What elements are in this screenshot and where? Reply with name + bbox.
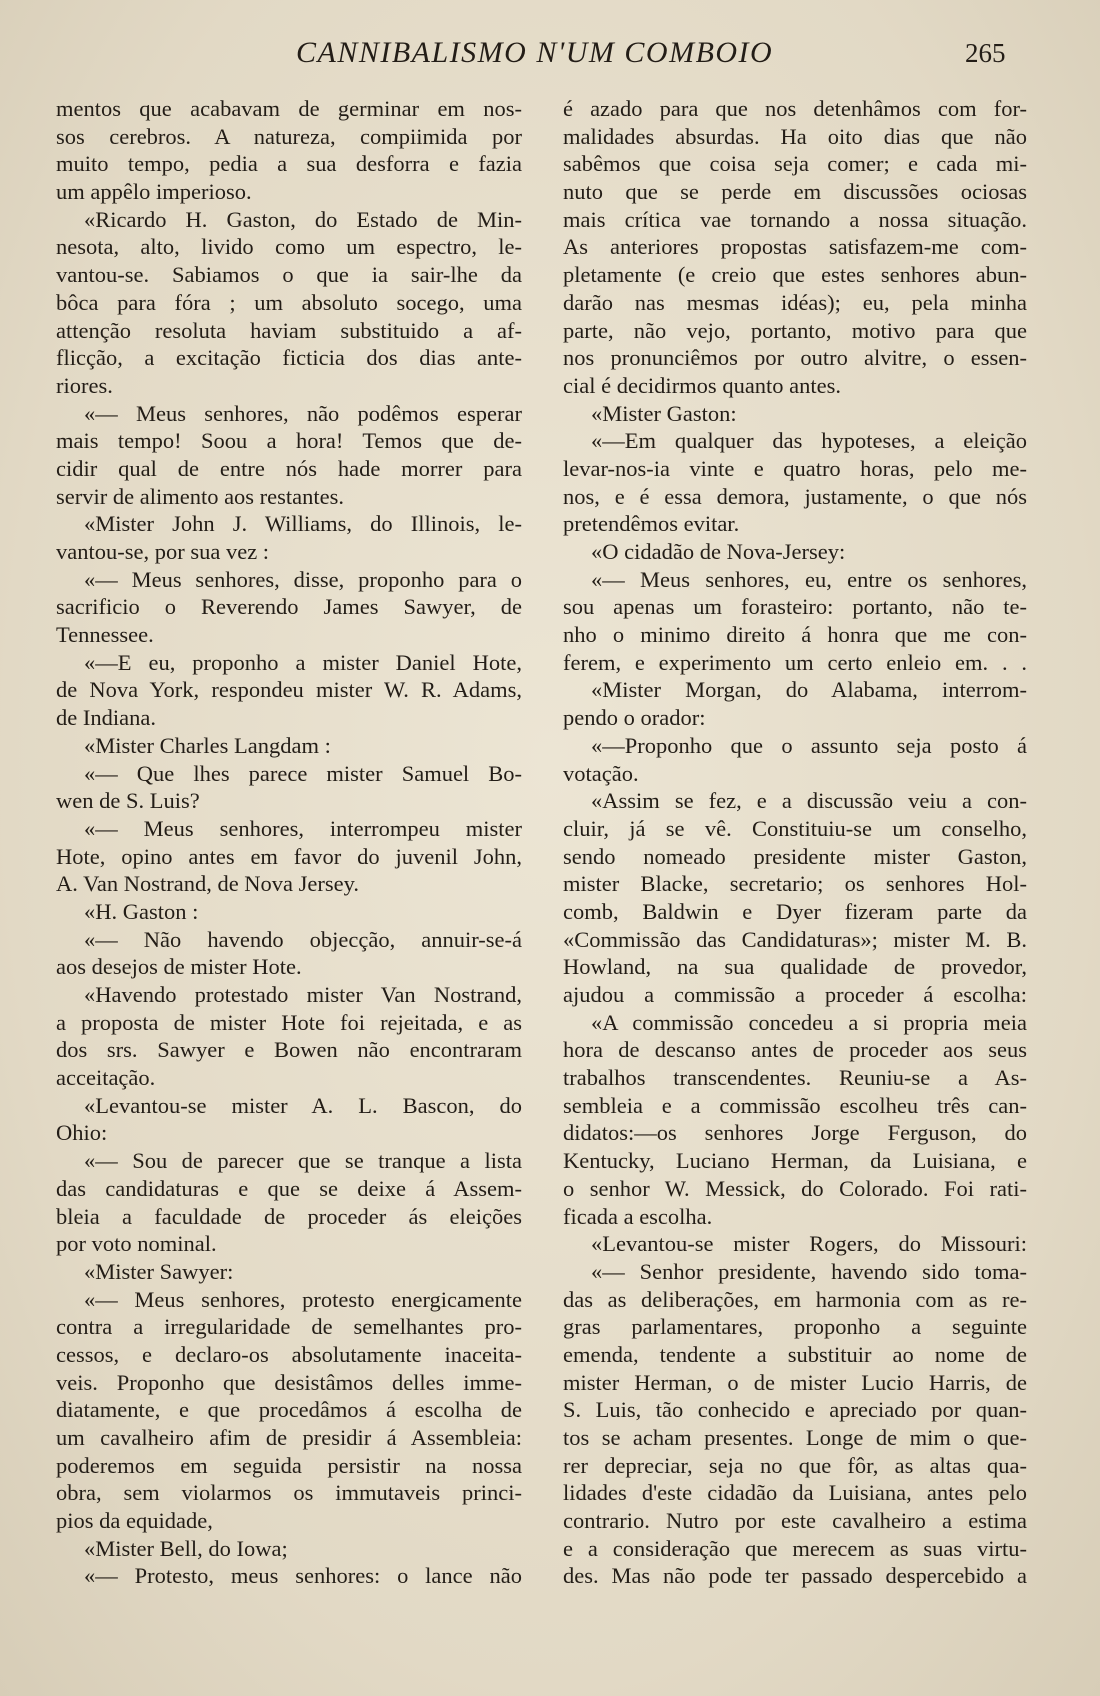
- text-line: attenção resoluta haviam substituido a af-: [56, 317, 522, 343]
- text-line: servir de alimento aos restantes.: [56, 483, 345, 509]
- text-line: Howland, na sua qualidade de provedor,: [563, 954, 1027, 980]
- text-line: Hote, opino antes em favor do juvenil John,: [56, 843, 522, 869]
- text-line: «O cidadão de Nova-Jersey:: [591, 539, 846, 564]
- text-line: lidades d'este cidadão da Luisiana, antes pelo: [563, 1480, 1027, 1506]
- text-line: «A commissão concedeu a si propria meia: [591, 1009, 1027, 1035]
- text-line: ajudou a commissão a proceder á escolha:: [563, 982, 1027, 1007]
- text-line: das candidaturas e que se deixe á Assem-: [56, 1175, 522, 1201]
- text-line: mister Herman, o de mister Lucio Harris, de: [563, 1369, 1027, 1395]
- text-line: wen de S. Luis?: [56, 788, 200, 814]
- text-line: «— Sou de parecer que se tranque a lista: [84, 1148, 522, 1174]
- text-line: flicção, a excitação ficticia dos dias ante-: [56, 345, 522, 371]
- text-line: ficada a escolha.: [563, 1203, 713, 1229]
- text-line: muito tempo, pedia a sua desforra e fazia: [56, 151, 522, 177]
- text-line: nos pronunciêmos por outro alvitre, o essen-: [563, 345, 1027, 371]
- text-line: «—Em qualquer das hypoteses, a eleição: [591, 428, 1027, 454]
- text-line: poderemos em seguida persistir na nossa: [56, 1452, 522, 1478]
- text-line: «Ricardo H. Gaston, do Estado de Min-: [84, 206, 522, 232]
- text-line: hora de descanso antes de proceder aos seus: [563, 1037, 1027, 1063]
- text-line: sabêmos que coisa seja comer; e cada mi-: [563, 151, 1027, 177]
- text-line: nho o minimo direito á honra que me con-: [563, 622, 1027, 648]
- text-line: contrario. Nutro por este cavalheiro a estima: [563, 1508, 1027, 1534]
- text-line: Ohio:: [56, 1120, 108, 1146]
- text-line: S. Luis, tão conhecido e apreciado por quan-: [563, 1397, 1027, 1423]
- text-line: «Levantou-se mister A. L. Bascon, do: [84, 1092, 522, 1118]
- text-line: des. Mas não pode ter passado despercebido a: [563, 1563, 1027, 1589]
- text-line: sou apenas um forasteiro: portanto, não te-: [563, 594, 1027, 620]
- text-line: obra, sem violarmos os immutaveis princi-: [56, 1480, 522, 1506]
- text-line: «Mister Bell, do Iowa;: [84, 1535, 288, 1561]
- text-line: a proposta de mister Hote foi rejeitada, e as: [56, 1009, 522, 1035]
- text-line: riores.: [56, 372, 113, 398]
- text-line: o senhor W. Messick, do Colorado. Foi rati-: [563, 1175, 1027, 1201]
- text-line: bôca para fóra ; um absoluto socego, uma: [56, 289, 522, 315]
- text-line: rer depreciar, seja no que fôr, as altas qua-: [563, 1452, 1027, 1478]
- text-line: pretendêmos evitar.: [563, 511, 740, 537]
- text-line: um cavalheiro afim de presidir á Assembleia:: [56, 1425, 522, 1450]
- text-line: mais tempo! Soou a hora! Temos que de-: [56, 428, 522, 454]
- text-line: «— Senhor presidente, havendo sido toma-: [591, 1258, 1027, 1284]
- text-line: pendo o orador:: [563, 705, 706, 731]
- text-line: cessos, e declaro-os absolutamente inaceita-: [56, 1341, 522, 1367]
- text-line: de Indiana.: [56, 705, 156, 731]
- text-line: cial é decidirmos quanto antes.: [563, 372, 842, 398]
- right-text-column: [563, 95, 1027, 1590]
- text-line: pletamente (e creio que estes senhores abun-: [563, 262, 1027, 288]
- text-line: gras parlamentares, proponho a seguinte: [563, 1314, 1027, 1340]
- text-line: «— Meus senhores, não podêmos esperar: [84, 400, 522, 426]
- text-line: ferem, e experimento um certo enleio em. . .: [563, 649, 1027, 675]
- text-line: «— Protesto, meus senhores: o lance não: [84, 1563, 522, 1589]
- text-line: emenda, tendente a substituir ao nome de: [563, 1341, 1027, 1367]
- text-line: acceitação.: [56, 1065, 156, 1091]
- text-line: nos, e é essa demora, justamente, o que nós: [563, 483, 1027, 509]
- text-line: votação.: [563, 760, 639, 786]
- text-line: das as deliberações, em harmonia com as re-: [563, 1286, 1027, 1312]
- text-line: «Mister Gaston:: [591, 400, 737, 426]
- text-line: Tennessee.: [56, 622, 154, 648]
- text-line: «H. Gaston :: [84, 898, 199, 924]
- text-line: de Nova York, respondeu mister W. R. Adams,: [56, 677, 522, 703]
- text-line: é azado para que nos detenhâmos com for-: [563, 96, 1027, 121]
- text-line: levar-nos-ia vinte e quatro horas, pelo me-: [563, 455, 1027, 481]
- text-line: parte, não vejo, portanto, motivo para que: [563, 317, 1027, 343]
- text-line: didatos:—os senhores Jorge Ferguson, do: [563, 1120, 1027, 1146]
- text-line: A. Van Nostrand, de Nova Jersey.: [56, 871, 360, 897]
- page-number: 265: [965, 38, 1006, 68]
- text-line: «—Proponho que o assunto seja posto á: [591, 732, 1027, 758]
- text-line: tos se acham presentes. Longe de mim o que-: [563, 1425, 1027, 1450]
- text-line: «— Não havendo objecção, annuir-se-á: [84, 926, 522, 952]
- text-line: cidir qual de entre nós hade morrer para: [56, 455, 522, 481]
- text-line: «— Que lhes parece mister Samuel Bo-: [84, 760, 522, 786]
- text-line: dos srs. Sawyer e Bowen não encontraram: [56, 1037, 522, 1063]
- text-line: nuto que se perde em discussões ociosas: [563, 179, 1027, 205]
- text-line: mentos que acabavam de germinar em nos-: [56, 96, 522, 121]
- text-line: «—E eu, proponho a mister Daniel Hote,: [84, 649, 522, 675]
- text-line: «Mister Charles Langdam :: [84, 732, 331, 758]
- text-line: «— Meus senhores, eu, entre os senhores,: [591, 566, 1027, 592]
- text-line: um appêlo imperioso.: [56, 179, 252, 205]
- running-title: CANNIBALISMO N'UM COMBOIO: [296, 36, 774, 69]
- text-line: «Havendo protestado mister Van Nostrand,: [84, 982, 522, 1007]
- text-line: «— Meus senhores, interrompeu mister: [84, 815, 522, 841]
- text-line: vantou-se, por sua vez :: [56, 539, 270, 564]
- text-line: bleia a faculdade de proceder ás eleições: [56, 1203, 522, 1229]
- text-line: sos cerebros. A natureza, compiimida por: [56, 123, 522, 149]
- text-line: mister Blacke, secretario; os senhores Hol-: [563, 871, 1027, 897]
- text-line: «— Meus senhores, disse, proponho para o: [84, 566, 522, 592]
- text-line: «Levantou-se mister Rogers, do Missouri:: [591, 1231, 1027, 1257]
- text-line: e a consideração que merecem as suas virtu-: [563, 1535, 1027, 1561]
- text-line: sendo nomeado presidente mister Gaston,: [563, 843, 1027, 869]
- text-line: veis. Proponho que desistâmos delles imme-: [56, 1369, 522, 1395]
- text-line: cluir, já se vê. Constituiu-se um conselho,: [563, 815, 1027, 841]
- text-line: por voto nominal.: [56, 1231, 217, 1257]
- text-line: aos desejos de mister Hote.: [56, 954, 302, 980]
- text-line: «Commissão das Candidaturas»; mister M. B.: [563, 926, 1027, 952]
- text-line: diatamente, e que procedâmos á escolha de: [56, 1397, 522, 1423]
- text-line: Kentucky, Luciano Herman, da Luisiana, e: [563, 1148, 1027, 1174]
- left-text-column: [56, 95, 522, 1590]
- text-line: As anteriores propostas satisfazem-me com-: [563, 234, 1027, 260]
- text-line: vantou-se. Sabiamos o que ia sair-lhe da: [56, 262, 522, 288]
- text-line: nesota, alto, livido como um espectro, le-: [56, 234, 522, 260]
- text-line: sacrificio o Reverendo James Sawyer, de: [56, 594, 522, 620]
- text-line: sembleia e a commissão escolheu três can-: [563, 1092, 1027, 1118]
- text-line: comb, Baldwin e Dyer fizeram parte da: [563, 898, 1027, 924]
- text-line: contra a irregularidade de semelhantes pro-: [56, 1314, 522, 1340]
- text-line: pios da equidade,: [56, 1508, 213, 1534]
- text-line: darão nas mesmas idéas); eu, pela minha: [563, 289, 1027, 315]
- page-header: [0, 36, 1100, 76]
- text-line: malidades absurdas. Ha oito dias que não: [563, 123, 1027, 149]
- text-line: «— Meus senhores, protesto energicamente: [84, 1286, 522, 1312]
- text-line: mais crítica vae tornando a nossa situação.: [563, 206, 1027, 232]
- text-line: «Mister Sawyer:: [84, 1258, 234, 1284]
- text-line: «Mister John J. Williams, do Illinois, le-: [84, 511, 522, 537]
- text-line: «Assim se fez, e a discussão veiu a con-: [591, 788, 1027, 814]
- text-line: trabalhos transcendentes. Reuniu-se a As-: [563, 1065, 1027, 1091]
- text-line: «Mister Morgan, do Alabama, interrom-: [591, 677, 1027, 703]
